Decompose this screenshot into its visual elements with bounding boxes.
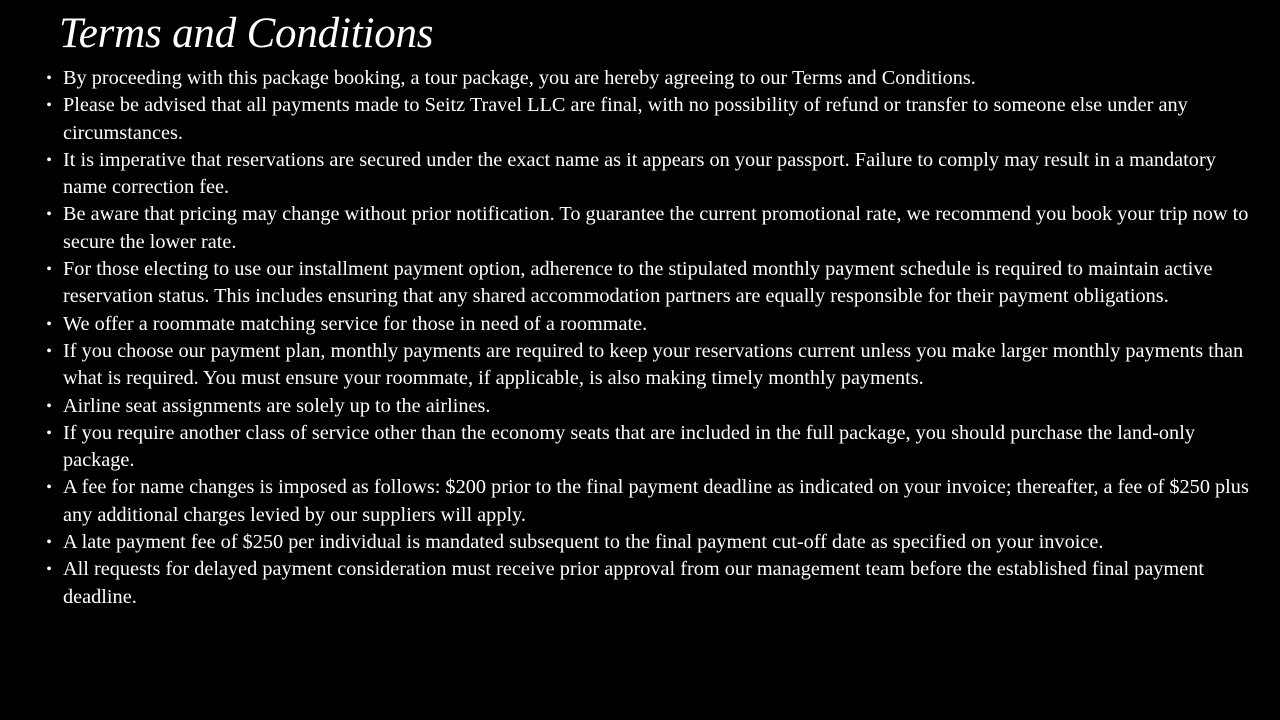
- terms-list: [46, 65, 1253, 611]
- page-title: Terms and Conditions: [59, 10, 434, 57]
- list-item: [46, 65, 1253, 92]
- term-text: Be aware that pricing may change without prior notification. To guarantee the current promotional rate, we recommend you book your trip now to secure the lower rate.: [63, 203, 1249, 253]
- term-text: Airline seat assignments are solely up to the airlines.: [63, 394, 491, 417]
- list-item: [46, 420, 1253, 475]
- bullet-dot-icon: •: [46, 424, 52, 442]
- bullet-dot-icon: •: [46, 97, 52, 115]
- term-text: A fee for name changes is imposed as follows: $200 prior to the final payment deadline as indicated on your invoice; thereafter, a fee of $250 plus any additional charges levied by our suppliers will apply.: [63, 476, 1249, 526]
- term-text: We offer a roommate matching service for those in need of a roommate.: [63, 312, 648, 335]
- list-item: [46, 311, 1253, 338]
- list-item: [46, 393, 1253, 420]
- list-item: [46, 92, 1253, 147]
- list-item: [46, 338, 1253, 393]
- term-text: All requests for delayed payment consideration must receive prior approval from our management team before the established final payment deadline.: [63, 558, 1204, 608]
- term-text: It is imperative that reservations are secured under the exact name as it appears on your passport. Failure to comply may result in a mandatory name correction fee.: [63, 148, 1216, 199]
- term-text: A late payment fee of $250 per individual is mandated subsequent to the final payment cut-off date as specified on your invoice.: [63, 531, 1104, 554]
- term-text: Please be advised that all payments made to Seitz Travel LLC are final, with no possibility of refund or transfer to someone else under any circumstances.: [63, 94, 1188, 144]
- bullet-dot-icon: •: [46, 342, 52, 360]
- list-item: [46, 556, 1253, 611]
- bullet-dot-icon: •: [46, 534, 52, 552]
- term-text: By proceeding with this package booking, a tour package, you are hereby agreeing to our Terms and Conditions.: [63, 67, 976, 89]
- bullet-dot-icon: •: [46, 315, 52, 333]
- list-item: [46, 201, 1253, 256]
- list-item: [46, 147, 1253, 202]
- bullet-dot-icon: •: [46, 479, 52, 497]
- list-item: [46, 529, 1253, 556]
- bullet-dot-icon: •: [46, 561, 52, 579]
- bullet-dot-icon: •: [46, 397, 52, 415]
- list-item: [46, 474, 1253, 529]
- bullet-dot-icon: •: [46, 206, 52, 224]
- list-item: [46, 256, 1253, 311]
- bullet-dot-icon: •: [46, 261, 52, 279]
- term-text: For those electing to use our installment payment option, adherence to the stipulated monthly payment schedule is required to maintain active reservation status. This includes ensuring that any shared accommodation partners are equally responsible for their payment obligations.: [63, 258, 1213, 308]
- term-text: If you require another class of service other than the economy seats that are included in the full package, you should purchase the land-only package.: [63, 421, 1195, 472]
- term-text: If you choose our payment plan, monthly payments are required to keep your reservations current unless you make larger monthly payments than what is required. You must ensure your roommate, if applicable, is also making timely monthly payments.: [63, 339, 1244, 390]
- bullet-dot-icon: •: [46, 70, 52, 87]
- bullet-dot-icon: •: [46, 151, 52, 169]
